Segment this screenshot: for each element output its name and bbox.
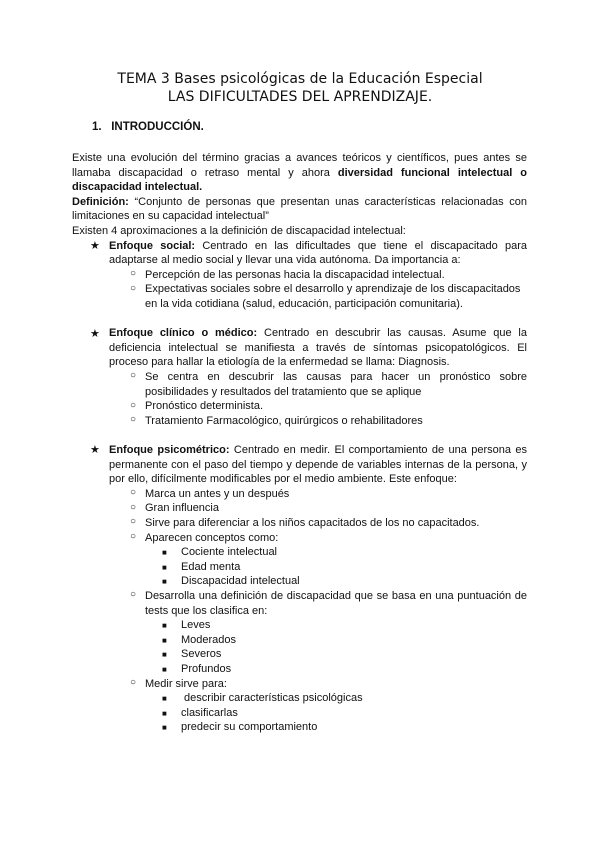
circle-bullet-icon: ○ [130,589,137,600]
clinico-line: deficiencia intelectual se manifiesta a través de síntomas psicopatológicos. El [109,341,527,354]
psico-subitem: Leves [181,619,211,632]
psico-line: por ello, difícilmente modificables por el medio ambiente. Este enfoque: [109,473,457,486]
clinico-item: Tratamiento Farmacológico, quirúrgicos o rehabilitadores [145,414,423,427]
intro-line: llamaba discapacidad o retraso mental y ahora diversidad funcional intelectual o [72,166,527,179]
square-bullet-icon: ■ [162,621,167,630]
section-heading [92,121,204,133]
circle-bullet-icon: ○ [130,370,137,381]
square-bullet-icon: ■ [162,577,167,587]
intro-line: Existe una evolución del término gracias a avances teóricos y científicos, pues antes se [72,152,527,164]
circle-bullet-icon: ○ [130,414,137,425]
psico-item: Desarrolla una definición de discapacidad que se basa en una puntuación de [145,590,527,602]
square-bullet-icon: ■ [162,708,167,718]
intro-bold-term: discapacidad intelectual. [72,181,203,194]
approaches-line: Existen 4 aproximaciones a la definición de discapacidad intelectual: [72,225,406,237]
circle-bullet-icon: ○ [130,677,137,688]
star-bullet-icon: ★ [90,444,100,456]
clinico-item: posibilidades y resultados del tratamiento que se aplique [145,385,422,398]
psico-label: Enfoque psicométrico: [109,444,230,456]
clinico-item: Pronóstico determinista. [145,400,263,413]
psico-subitem: Severos [181,648,222,661]
clinico-item: Se centra en descubrir las causas para hacer un pronóstico sobre [145,371,527,383]
psico-line: Enfoque psicométrico: Centrado en medir. El comportamiento de una persona es [109,444,527,456]
square-bullet-icon: ■ [162,562,167,572]
definition-line: limitaciones en su capacidad intelectual” [72,210,269,223]
circle-bullet-icon: ○ [130,531,137,542]
psico-line: permanente con el paso del tiempo y depende de variables internas de la persona, y [109,458,527,471]
intro-bold-term: diversidad funcional intelectual o [337,166,527,179]
social-item: Expectativas sociales sobre el desarrollo y aprendizaje de los discapacitados [145,283,521,296]
square-bullet-icon: ■ [162,650,167,660]
psico-subitem: Profundos [181,663,232,675]
psico-subitem: Moderados [181,633,237,646]
psico-item: Gran influencia [145,502,219,515]
psico-subitem: describir características psicológicas [181,692,363,705]
definition-label: Definición: [72,195,129,208]
psico-item: tests que los clasifica en: [145,604,268,617]
document-subtitle: LAS DIFICULTADES DEL APRENDIZAJE. [167,89,433,105]
square-bullet-icon: ■ [162,548,167,557]
section-title: INTRODUCCIÓN. [111,121,204,133]
square-bullet-icon: ■ [162,723,167,733]
psico-item: Marca un antes y un después [145,487,290,500]
circle-bullet-icon: ○ [130,516,137,527]
document-title: TEMA 3 Bases psicológicas de la Educación Especial [117,71,483,87]
star-bullet-icon: ★ [90,240,100,252]
square-bullet-icon: ■ [162,635,167,645]
social-item: en la vida cotidiana (salud, educación, participación comunitaria). [145,298,463,310]
definition-line: Definición: “Conjunto de personas que presentan unas características relacionadas con [72,195,527,208]
social-label: Enfoque social: [109,239,196,252]
psico-item: Sirve para diferenciar a los niños capacitados de los no capacitados. [145,517,480,529]
clinico-line: Enfoque clínico o médico: Centrado en descubrir las causas. Asume que la [109,327,527,340]
clinico-line: proceso para hallar la etiología de la enfermedad se llama: Diagnosis. [109,356,450,369]
psico-subitem: Discapacidad intelectual [181,575,300,588]
circle-bullet-icon: ○ [130,501,137,513]
social-line: Enfoque social: Centrado en las dificultades que tiene el discapacitado para [109,239,527,252]
clinico-label: Enfoque clínico o médico: [109,327,258,340]
psico-subitem: Edad menta [181,560,241,573]
circle-bullet-icon: ○ [130,399,137,411]
psico-item: Medir sirve para: [145,677,227,690]
social-item: Percepción de las personas hacia la discapacidad intelectual. [145,268,445,281]
psico-subitem: clasificarlas [181,706,238,719]
psico-subitem: Cociente intelectual [181,546,278,559]
star-bullet-icon: ★ [90,328,100,340]
social-line: adaptarse al medio social y llevar una vida autónoma. Da importancia a: [109,254,461,267]
circle-bullet-icon: ○ [130,487,137,498]
circle-bullet-icon: ○ [130,283,137,294]
intro-line [72,180,527,195]
section-number: 1. [92,121,102,133]
square-bullet-icon: ■ [162,664,167,674]
circle-bullet-icon: ○ [130,268,137,279]
square-bullet-icon: ■ [162,694,167,703]
psico-item: Aparecen conceptos como: [145,531,279,544]
psico-subitem: predecir su comportamiento [181,721,318,734]
